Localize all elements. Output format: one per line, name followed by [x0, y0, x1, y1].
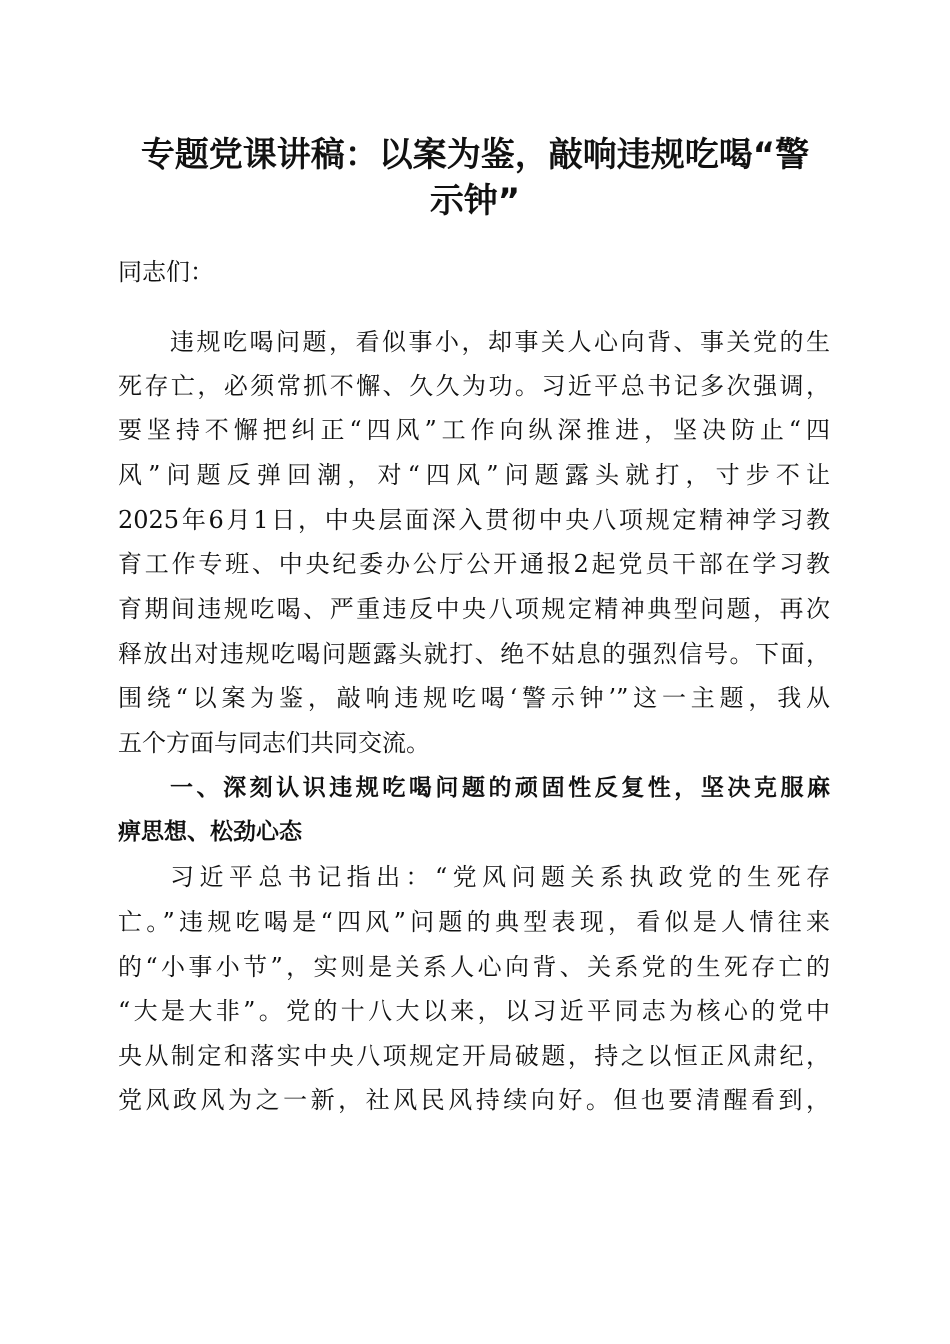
- section-heading-1: 痹思想、松劲心态: [118, 819, 302, 845]
- paragraph-2-line: 的“小事小节”，实则是关系人心向背、关系党的生死存亡的: [118, 953, 830, 981]
- title-line-1: 专题党课讲稿：以案为鉴，敲响违规吃喝“警: [140, 135, 810, 175]
- paragraph-1-line: 风”问题反弹回潮，对“四风”问题露头就打，寸步不让: [118, 461, 830, 489]
- paragraph-1-line: 要坚持不懈把纠正“四风”工作向纵深推进，坚决防止“四: [118, 416, 830, 444]
- paragraph-2-line: 党风政风为之一新，社风民风持续向好。但也要清醒看到，: [118, 1086, 830, 1114]
- paragraph-1-line: 违规吃喝问题，看似事小，却事关人心向背、事关党的生: [170, 328, 830, 356]
- salutation: 同志们：: [118, 258, 214, 286]
- paragraph-2-line: 亡。”违规吃喝是“四风”问题的典型表现，看似是人情往来: [118, 908, 830, 936]
- paragraph-1-line: 五个方面与同志们共同交流。: [118, 729, 430, 757]
- section-heading-1: 一、深刻认识违规吃喝问题的顽固性反复性，坚决克服麻: [170, 775, 830, 801]
- paragraph-1-line: 育期间违规吃喝、严重违反中央八项规定精神典型问题，再次: [118, 595, 830, 623]
- paragraph-1-line: 释放出对违规吃喝问题露头就打、绝不姑息的强烈信号。下面，: [118, 640, 830, 668]
- paragraph-1-line: 2025年6月1日，中央层面深入贯彻中央八项规定精神学习教: [118, 506, 830, 534]
- document-title: [110, 132, 840, 224]
- paragraph-1-line: 围绕“以案为鉴，敲响违规吃喝‘警示钟’”这一主题，我从: [118, 684, 830, 712]
- paragraph-2-line: “大是大非”。党的十八大以来，以习近平同志为核心的党中: [118, 997, 830, 1025]
- title-line-2: 示钟”: [429, 181, 521, 221]
- paragraph-1-line: 死存亡，必须常抓不懈、久久为功。习近平总书记多次强调，: [118, 372, 830, 400]
- paragraph-1-line: 育工作专班、中央纪委办公厅公开通报2起党员干部在学习教: [118, 550, 830, 578]
- paragraph-2-line: 央从制定和落实中央八项规定开局破题，持之以恒正风肃纪，: [118, 1042, 830, 1070]
- paragraph-2-line: 习近平总书记指出：“党风问题关系执政党的生死存: [170, 863, 830, 891]
